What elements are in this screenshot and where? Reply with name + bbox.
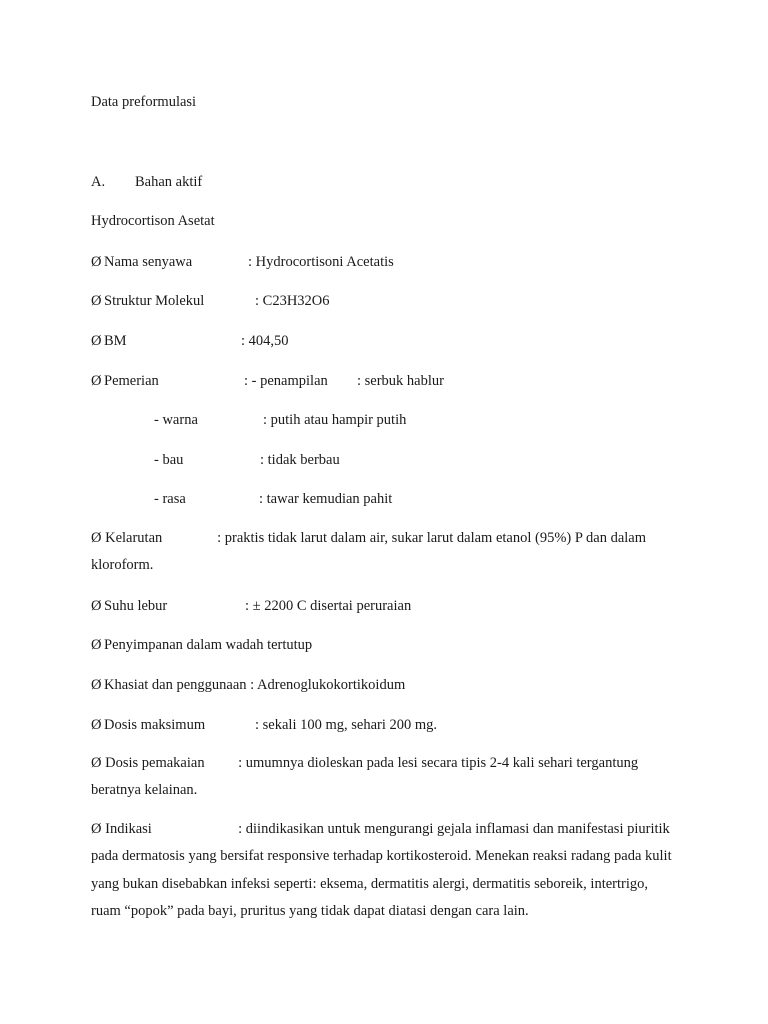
field-value: : 404,50: [241, 333, 289, 349]
document-title: Data preformulasi: [91, 94, 197, 110]
pemerian-sub-value: : putih atau hampir putih: [263, 412, 407, 428]
field-label: Struktur Molekul: [104, 293, 205, 309]
bullet: Ø: [91, 755, 102, 771]
field-label: Dosis maksimum: [104, 717, 206, 733]
field-value: : praktis tidak larut dalam air, sukar larut dalam etanol (95%) P dan dalam kloroform.: [91, 530, 647, 574]
field-value: : ± 2200 C disertai peruraian: [245, 598, 412, 614]
field-label: BM: [104, 333, 127, 349]
bullet: Ø: [91, 821, 102, 837]
bullet: Ø: [91, 373, 102, 389]
field-value: : diindikasikan untuk mengurangi gejala inflamasi dan manifestasi piuritik pada dermatosis yang bersifat responsive terhadap kortikosteroid. Menekan reaksi radang pada kulit yang bukan disebabkan infeksi seperti: eksema, dermatitis alergi, dermatitis seboreik, intertrigo, ruam “popok” pada bayi, pruritus yang tidak dapat diatasi dengan cara lain.: [91, 821, 672, 919]
field-label: Kelarutan: [105, 530, 163, 546]
bullet: Ø: [91, 254, 102, 270]
bullet: Ø: [91, 717, 102, 733]
field-value: : sekali 100 mg, sehari 200 mg.: [255, 717, 438, 733]
pemerian-sub-value: : serbuk hablur: [357, 373, 444, 389]
compound-name: Hydrocortison Asetat: [91, 213, 215, 229]
pemerian-sub-label: : - penampilan: [244, 373, 328, 389]
field-value: : Hydrocortisoni Acetatis: [248, 254, 394, 270]
pemerian-sub-label: - rasa: [154, 491, 186, 507]
field-text: Penyimpanan dalam wadah tertutup: [104, 637, 313, 653]
field-indikasi: [91, 816, 681, 925]
field-label: Indikasi: [105, 821, 152, 837]
section-letter: A.: [91, 174, 106, 190]
bullet: Ø: [91, 637, 102, 653]
pemerian-sub-label: - bau: [154, 452, 184, 468]
pemerian-sub-value: : tidak berbau: [260, 452, 340, 468]
field-kelarutan: [91, 525, 681, 580]
field-label: Suhu lebur: [104, 598, 168, 614]
bullet: Ø: [91, 530, 102, 546]
field-value: : umumnya dioleskan pada lesi secara tipis 2-4 kali sehari tergantung beratnya kelainan.: [91, 755, 639, 799]
field-dosis-pemakaian: [91, 750, 681, 805]
field-text: Khasiat dan penggunaan : Adrenoglukokortikoidum: [104, 677, 406, 693]
field-label: Dosis pemakaian: [105, 755, 205, 771]
field-value: : C23H32O6: [255, 293, 330, 309]
pemerian-sub-label: - warna: [154, 412, 198, 428]
field-label: Nama senyawa: [104, 254, 193, 270]
section-title: Bahan aktif: [135, 174, 203, 190]
pemerian-sub-value: : tawar kemudian pahit: [259, 491, 393, 507]
bullet: Ø: [91, 598, 102, 614]
bullet: Ø: [91, 677, 102, 693]
field-label: Pemerian: [104, 373, 159, 389]
bullet: Ø: [91, 333, 102, 349]
bullet: Ø: [91, 293, 102, 309]
